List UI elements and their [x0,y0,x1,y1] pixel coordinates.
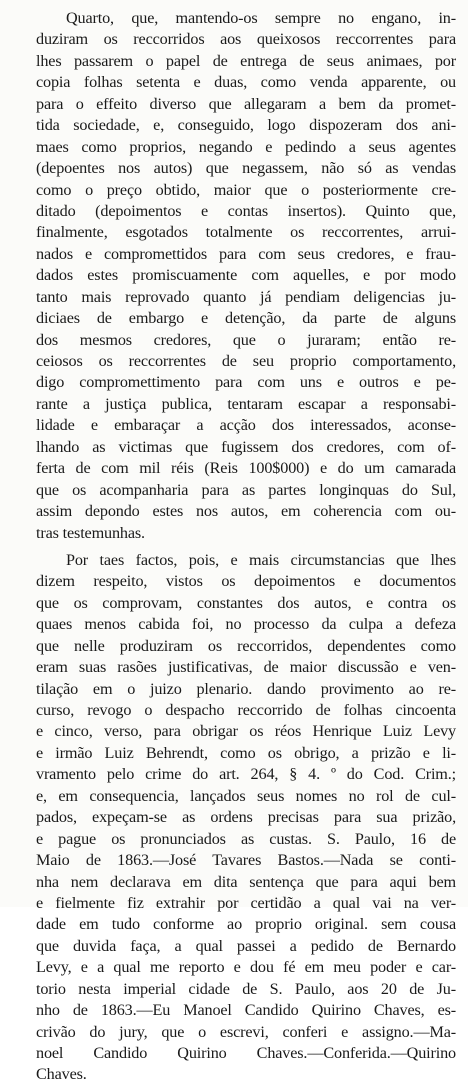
text-line: que duvida faça, a qual passei a pedido de Bernardo [36,936,456,955]
text-line: digo compromettimento para com uns e outros e pe- [36,373,456,392]
text-line: ceiosos os reccorrentes de seu proprio comportamento, [36,352,456,370]
text-line: noel Candido Quirino Chaves.—Conferida.—Quirino [36,1044,456,1062]
text-line: como o preço obtido, maior que o posteriormente cre- [36,180,456,199]
text-line: rante a justiça publica, tentaram escapar a responsabi- [36,394,456,413]
text-line: maes como proprios, negando e pedindo a seus agentes [36,137,456,156]
paragraph [36,550,456,1086]
text-line: tida sociedade, e, conseguido, logo dispozeram dos ani- [36,116,456,135]
text-line: e pague os pronunciados as custas. S. Paulo, 16 de [36,829,456,848]
text-line: vramento pelo crime do art. 264, § 4. º do Cod. Crim.; [36,765,456,784]
text-line: ditado (depoimentos e contas insertos). Quinto que, [36,201,456,220]
text-line: dados estes promiscuamente com aquelles, e por modo [36,266,456,285]
text-line: dizem respeito, vistos os depoimentos e documentos [36,572,456,591]
text-line: Maio de 1863.—José Tavares Bastos.—Nada se conti- [36,851,456,870]
text-line: Chaves. [36,1065,87,1084]
text-line: e irmão Luiz Behrendt, como os obrigo, a prizão e li- [36,743,456,762]
text-column [36,8,456,1086]
text-line: nho de 1863.—Eu Manoel Candido Quirino Chaves, es- [36,1001,456,1020]
text-line: nados e compromettidos para com seus credores, e frau- [36,244,456,263]
text-line: finalmente, esgotados totalmente os reccorrentes, arrui- [36,223,456,242]
text-line: curso, revogo o despacho reccorrido de folhas cincoenta [36,701,456,719]
paragraph [36,8,456,544]
text-line: crivão do jury, que o escrevi, conferi e assigno.—Ma- [36,1022,456,1041]
text-line: e fielmente fiz extrahir por certidão a qual vai na ver- [36,893,456,912]
text-line: lhando as victimas que fugissem dos credores, com of- [36,437,456,456]
text-line: lhes passarem o papel de entrega de seus animaes, por [36,51,456,70]
text-line: Levy, e a qual me reporto e dou fé em meu poder e car- [36,958,456,977]
text-line: que os acompanharia para as partes longinquas do Sul, [36,480,456,499]
text-line: ferta de com mil réis (Reis 100$000) e do um camarada [36,459,456,478]
text-line: eram suas rasões justificativas, de maior discussão e ven- [36,658,456,677]
text-line: quaes menos cabida foi, no processo da culpa a defeza [36,615,456,634]
text-line: Quarto, que, mantendo-os sempre no engano, in- [66,9,456,27]
text-line: assim depondo estes nos autos, em coherencia com ou- [36,502,456,521]
text-line: Por taes factos, pois, e mais circumstancias que lhes [66,550,456,569]
text-line: duziram os reccorridos aos queixosos reccorrentes para [36,30,456,49]
text-line: pados, expeçam-se as ordens precisas para sua prizão, [36,808,456,827]
text-line: e, em consequencia, lançados seus nomes no rol de cul- [36,786,456,805]
text-line: lidade e embaraçar a acção dos interessados, aconse- [36,416,456,435]
text-line: tras testemunhas. [36,523,145,542]
text-line: diciaes de embargo e detenção, da parte de alguns [36,309,456,328]
text-line: dos mesmos credores, que o juraram; então re- [36,330,456,349]
text-line: nha nem declarava em dita sentença que para aqui bem [36,872,456,891]
text-line: que nelle produziram os reccorridos, dependentes como [36,636,456,655]
text-line: tilação em o juizo plenario. dando provimento ao re- [36,679,456,698]
text-line: torio nesta imperial cidade de S. Paulo, aos 20 de Ju- [36,979,456,998]
text-line: que os comprovam, constantes dos autos, e contra os [36,593,456,612]
text-line: tanto mais reprovado quanto já pendiam deligencias ju- [36,287,456,306]
text-line: copia folhas setenta e duas, como venda apparente, ou [36,73,456,92]
text-line: e cinco, verso, para obrigar os réos Henrique Luiz Levy [36,722,456,741]
text-line: dade em tudo conforme ao proprio original. sem cousa [36,915,456,934]
text-line: (depoentes nos autos) que negassem, não só as vendas [36,159,456,178]
text-line: para o effeito diverso que allegaram a bem da promet- [36,94,456,113]
